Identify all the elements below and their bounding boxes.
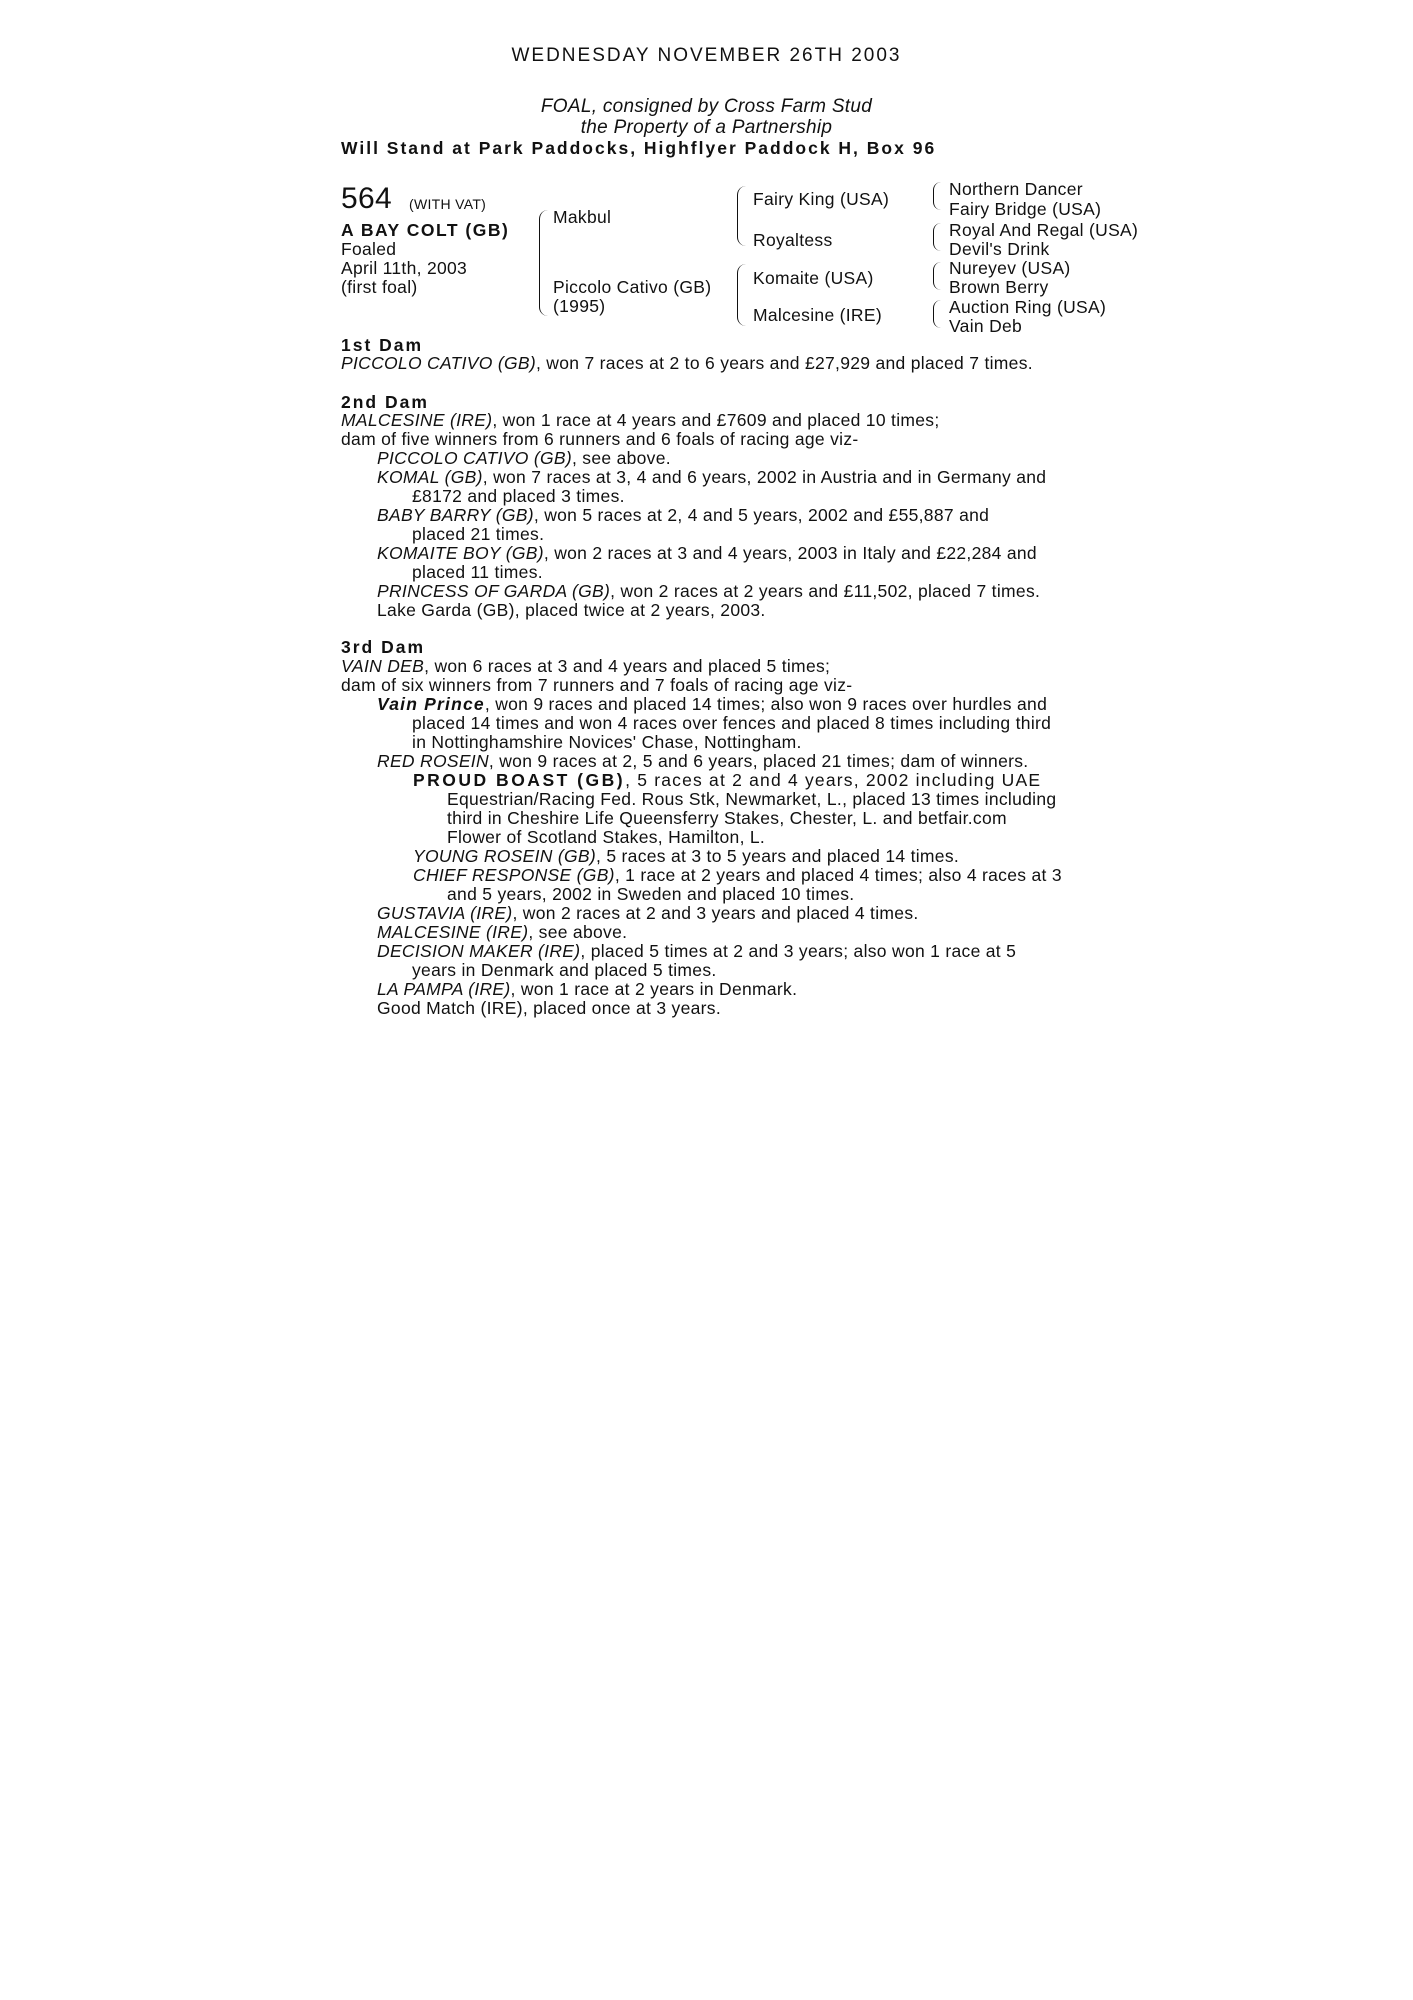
race-record: , won 2 races at 3 and 4 years, 2003 in Italy and £22,284 and [543, 543, 1037, 563]
sale-date: WEDNESDAY NOVEMBER 26TH 2003 [511, 45, 902, 66]
horse-name: PICCOLO CATIVO (GB) [377, 448, 572, 468]
pedigree-g5: Nureyev (USA) [949, 258, 1071, 278]
horse-name: RED ROSEIN [377, 751, 489, 771]
horse-name: MALCESINE (IRE) [377, 922, 529, 942]
lot-number: 564 [341, 182, 392, 215]
stand-location: Will Stand at Park Paddocks, Highflyer Paddock H, Box 96 [341, 138, 937, 158]
pedigree-sire-dam: Royaltess [753, 230, 833, 250]
produce-entry: Good Match (IRE), placed once at 3 years. [377, 998, 721, 1018]
grandproduce-entry [413, 771, 1041, 790]
vat-note: (WITH VAT) [409, 196, 487, 212]
pedigree-brace [933, 182, 941, 210]
produce-entry [377, 582, 1040, 601]
first-dam-line [341, 354, 1033, 373]
produce-entry [377, 506, 989, 525]
race-record: , won 2 races at 2 years and £11,502, placed 7 times. [610, 581, 1041, 601]
third-dam-line [341, 657, 830, 676]
produce-entry-continued: placed 21 times. [412, 524, 545, 544]
horse-name: PROUD BOAST (GB) [413, 770, 626, 790]
race-record: , won 1 race at 2 years in Denmark. [510, 979, 798, 999]
horse-name: MALCESINE (IRE) [341, 410, 493, 430]
pedigree-dam-dam: Malcesine (IRE) [753, 305, 882, 325]
horse-name: BABY BARRY (GB) [377, 505, 534, 525]
pedigree-dam: Piccolo Cativo (GB) [553, 277, 712, 297]
pedigree-sire: Makbul [553, 207, 612, 227]
pedigree-g8: Vain Deb [949, 316, 1023, 336]
horse-name: CHIEF RESPONSE (GB) [413, 865, 615, 885]
produce-entry [377, 752, 1028, 771]
produce-entry [377, 923, 627, 942]
produce-entry-continued: in Nottinghamshire Novices' Chase, Nottingham. [412, 732, 802, 752]
property-line: the Property of a Partnership [580, 117, 833, 138]
pedigree-g3: Royal And Regal (USA) [949, 220, 1139, 240]
race-record: , won 2 races at 2 and 3 years and placed 4 times. [512, 903, 919, 923]
pedigree-dam-sire: Komaite (USA) [753, 268, 874, 288]
produce-entry-continued: placed 11 times. [412, 562, 543, 582]
race-record: , won 7 races at 2 to 6 years and £27,929 and placed 7 times. [535, 353, 1033, 373]
horse-name: KOMAL (GB) [377, 467, 483, 487]
horse-name: LA PAMPA (IRE) [377, 979, 511, 999]
second-dam-line [341, 411, 940, 430]
foaled-date: April 11th, 2003 [341, 258, 468, 278]
race-record: , won 9 races at 2, 5 and 6 years, placed 21 times; dam of winners. [488, 751, 1029, 771]
race-record: , won 7 races at 3, 4 and 6 years, 2002 in Austria and in Germany and [482, 467, 1047, 487]
third-dam-produce: dam of six winners from 7 runners and 7 foals of racing age viz- [341, 675, 853, 695]
foaled-label: Foaled [341, 239, 397, 259]
first-foal-note: (first foal) [341, 277, 418, 297]
pedigree-brace [933, 262, 941, 290]
horse-name: PRINCESS OF GARDA (GB) [377, 581, 611, 601]
first-dam-heading: 1st Dam [341, 335, 424, 355]
produce-entry [377, 942, 1016, 961]
horse-name: KOMAITE BOY (GB) [377, 543, 544, 563]
pedigree-brace [737, 186, 746, 246]
horse-name: PICCOLO CATIVO (GB) [341, 353, 536, 373]
produce-entry-continued: years in Denmark and placed 5 times. [412, 960, 717, 980]
produce-entry [377, 695, 1047, 714]
grandproduce-entry-continued: and 5 years, 2002 in Sweden and placed 10 times. [447, 884, 855, 904]
horse-name: GUSTAVIA (IRE) [377, 903, 513, 923]
grandproduce-entry-continued: third in Cheshire Life Queensferry Stakes, Chester, L. and betfair.com [447, 808, 1007, 828]
pedigree-brace [539, 210, 548, 316]
race-record: , 1 race at 2 years and placed 4 times; also 4 races at 3 [614, 865, 1062, 885]
race-record: , see above. [528, 922, 628, 942]
pedigree-g6: Brown Berry [949, 277, 1049, 297]
consignor-line: FOAL, consigned by Cross Farm Stud [540, 96, 873, 117]
pedigree-g2: Fairy Bridge (USA) [949, 199, 1102, 219]
produce-entry [377, 904, 919, 923]
third-dam-heading: 3rd Dam [341, 637, 426, 657]
second-dam-heading: 2nd Dam [341, 392, 429, 412]
pedigree-brace [933, 223, 941, 251]
horse-name: VAIN DEB [341, 656, 425, 676]
race-record: , 5 races at 2 and 4 years, 2002 including UAE [625, 770, 1042, 790]
race-record: , 5 races at 3 to 5 years and placed 14 times. [596, 846, 960, 866]
pedigree-g4: Devil's Drink [949, 239, 1050, 259]
race-record: , see above. [571, 448, 671, 468]
grandproduce-entry-continued: Equestrian/Racing Fed. Rous Stk, Newmarket, L., placed 13 times including [447, 789, 1057, 809]
race-record: , won 9 races and placed 14 times; also won 9 races over hurdles and [484, 694, 1048, 714]
pedigree-brace [737, 264, 746, 326]
horse-name: YOUNG ROSEIN (GB) [413, 846, 597, 866]
produce-entry [377, 449, 671, 468]
grandproduce-entry [413, 866, 1062, 885]
pedigree-brace [933, 300, 941, 328]
pedigree-g1: Northern Dancer [949, 179, 1083, 199]
race-record: , placed 5 times at 2 and 3 years; also won 1 race at 5 [580, 941, 1017, 961]
grandproduce-entry [413, 847, 959, 866]
produce-entry-continued: £8172 and placed 3 times. [412, 486, 625, 506]
horse-name: DECISION MAKER (IRE) [377, 941, 581, 961]
produce-entry: Lake Garda (GB), placed twice at 2 years, 2003. [377, 600, 766, 620]
produce-entry [377, 980, 797, 999]
race-record: , won 1 race at 4 years and £7609 and placed 10 times; [492, 410, 940, 430]
produce-entry [377, 468, 1046, 487]
second-dam-produce: dam of five winners from 6 runners and 6 foals of racing age viz- [341, 429, 859, 449]
race-record: , won 6 races at 3 and 4 years and placed 5 times; [424, 656, 831, 676]
grandproduce-entry-continued: Flower of Scotland Stakes, Hamilton, L. [447, 827, 766, 847]
pedigree-sire-sire: Fairy King (USA) [753, 189, 890, 209]
lot-description: A BAY COLT (GB) [341, 220, 510, 240]
produce-entry-continued: placed 14 times and won 4 races over fences and placed 8 times including third [412, 713, 1052, 733]
produce-entry [377, 544, 1037, 563]
pedigree-g7: Auction Ring (USA) [949, 297, 1107, 317]
pedigree-dam-year: (1995) [553, 296, 606, 316]
horse-name: Vain Prince [377, 694, 485, 714]
race-record: , won 5 races at 2, 4 and 5 years, 2002 and £55,887 and [533, 505, 990, 525]
